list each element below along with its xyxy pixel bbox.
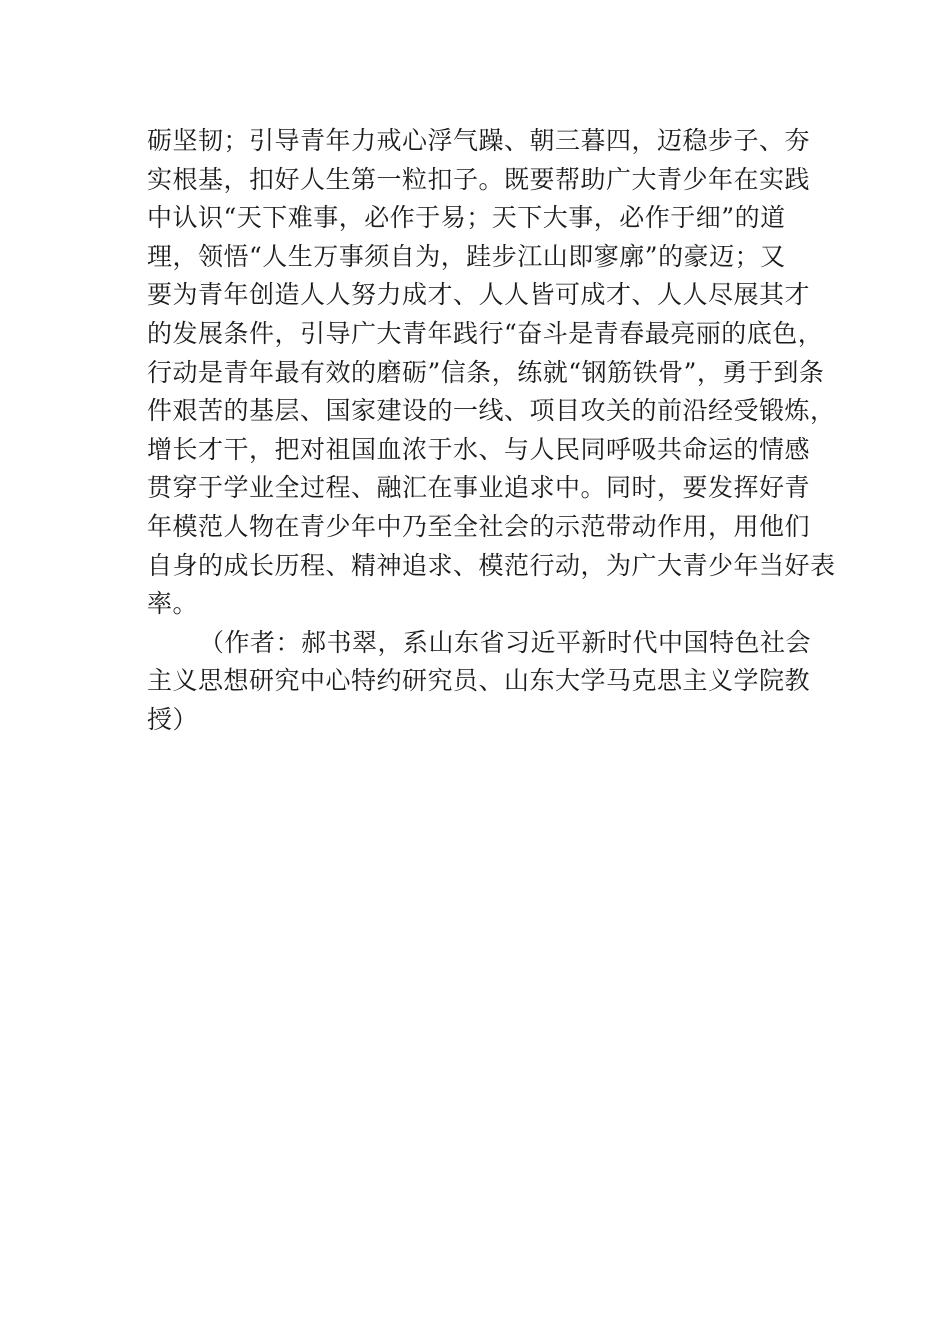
body-line: 年模范人物在青少年中乃至全社会的示范带动作用，用他们 bbox=[147, 511, 811, 541]
body-line: 实根基，扣好人生第一粒扣子。既要帮助广大青少年在实践 bbox=[147, 164, 811, 194]
author-note-line: 授） bbox=[147, 704, 199, 734]
author-note-line: （作者：郝书翠，系山东省习近平新时代中国特色社会 bbox=[199, 627, 812, 657]
body-paragraph bbox=[147, 122, 836, 624]
body-line: 自身的成长历程、精神追求、模范行动，为广大青少年当好表 bbox=[147, 550, 836, 580]
body-line: 砺坚韧；引导青年力戒心浮气躁、朝三暮四，迈稳步子、夯 bbox=[147, 126, 811, 155]
author-note bbox=[147, 624, 827, 740]
body-line: 件艰苦的基层、国家建设的一线、项目攻关的前沿经受锻炼， bbox=[147, 396, 836, 426]
body-line: 的发展条件，引导广大青年践行“奋斗是青春最亮丽的底色， bbox=[147, 318, 824, 348]
body-line: 行动是青年最有效的磨砺”信条，练就“钢筋铁骨”，勇于到条 bbox=[147, 357, 825, 387]
body-line: 中认识“天下难事，必作于易；天下大事，必作于细”的道 bbox=[147, 203, 786, 233]
author-note-line: 主义思想研究中心特约研究员、山东大学马克思主义学院教 bbox=[147, 666, 811, 696]
body-line: 率。 bbox=[147, 589, 199, 619]
body-line: 增长才干，把对祖国血浓于水、与人民同呼吸共命运的情感 bbox=[147, 434, 811, 464]
body-line: 理，领悟“人生万事须自为，跬步江山即寥廓”的豪迈；又 bbox=[147, 241, 786, 271]
article-text bbox=[147, 122, 836, 740]
body-line: 贯穿于学业全过程、融汇在事业追求中。同时，要发挥好青 bbox=[147, 473, 811, 503]
body-line: 要为青年创造人人努力成才、人人皆可成才、人人尽展其才 bbox=[147, 280, 811, 310]
